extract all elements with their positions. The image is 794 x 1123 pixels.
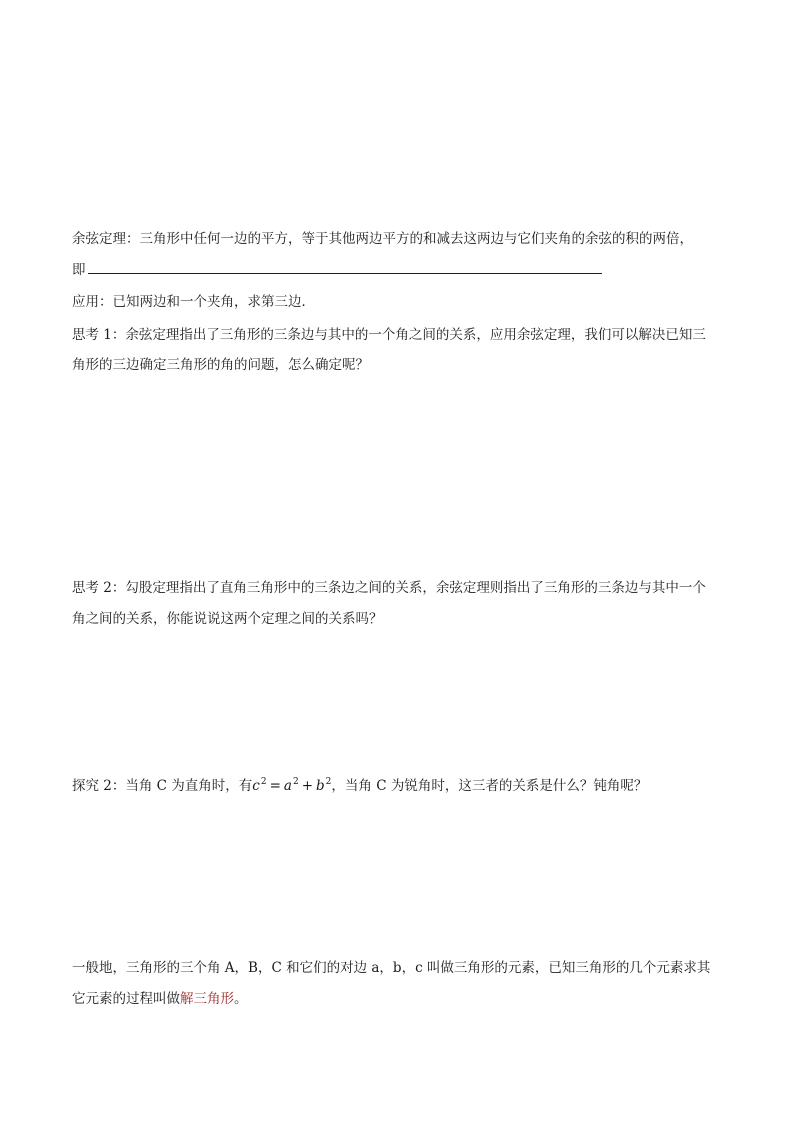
solve-triangle-term: 解三角形 [180,991,234,1007]
explore2-prefix: 探究 2：当角 C 为直角时，有 [72,778,253,794]
explore2-suffix: ，当角 C 为锐角时，这三者的关系是什么？钝角呢？ [331,778,648,794]
general-line1: 一般地，三角形的三个角 A，B，C 和它们的对边 a，b，c 叫做三角形的元素，已知三角形的几个元素求其 [72,960,711,976]
think1-line1: 思考 1：余弦定理指出了三角形的三条边与其中的一个角之间的关系，应用余弦定理，我们可以解决已知三 [72,327,706,343]
general-line2-suffix: 。 [234,991,248,1007]
think2-line1: 思考 2：勾股定理指出了直角三角形中的三条边之间的关系，余弦定理则指出了三角形的三条边与其中一个 [72,580,706,596]
explore2-line [72,772,647,792]
general-line2-prefix: 它元素的过程叫做 [72,991,180,1007]
pythagorean-formula: $c^2 = a^2 + b^2$ [252,777,332,794]
general-line2 [72,989,248,1009]
cosine-law-prefix: 即 [72,262,86,278]
think1-line2: 角形的三边确定三角形的角的问题，怎么确定呢？ [72,357,369,373]
application-text: 应用：已知两边和一个夹角，求第三边． [72,294,315,310]
formula-blank[interactable] [88,259,602,274]
cosine-law-formula-line [72,259,602,279]
cosine-law-text-line1: 余弦定理：三角形中任何一边的平方，等于其他两边平方的和减去这两边与它们夹角的余弦的积的两倍， [72,231,693,247]
think2-line2: 角之间的关系，你能说说这两个定理之间的关系吗？ [72,611,383,627]
